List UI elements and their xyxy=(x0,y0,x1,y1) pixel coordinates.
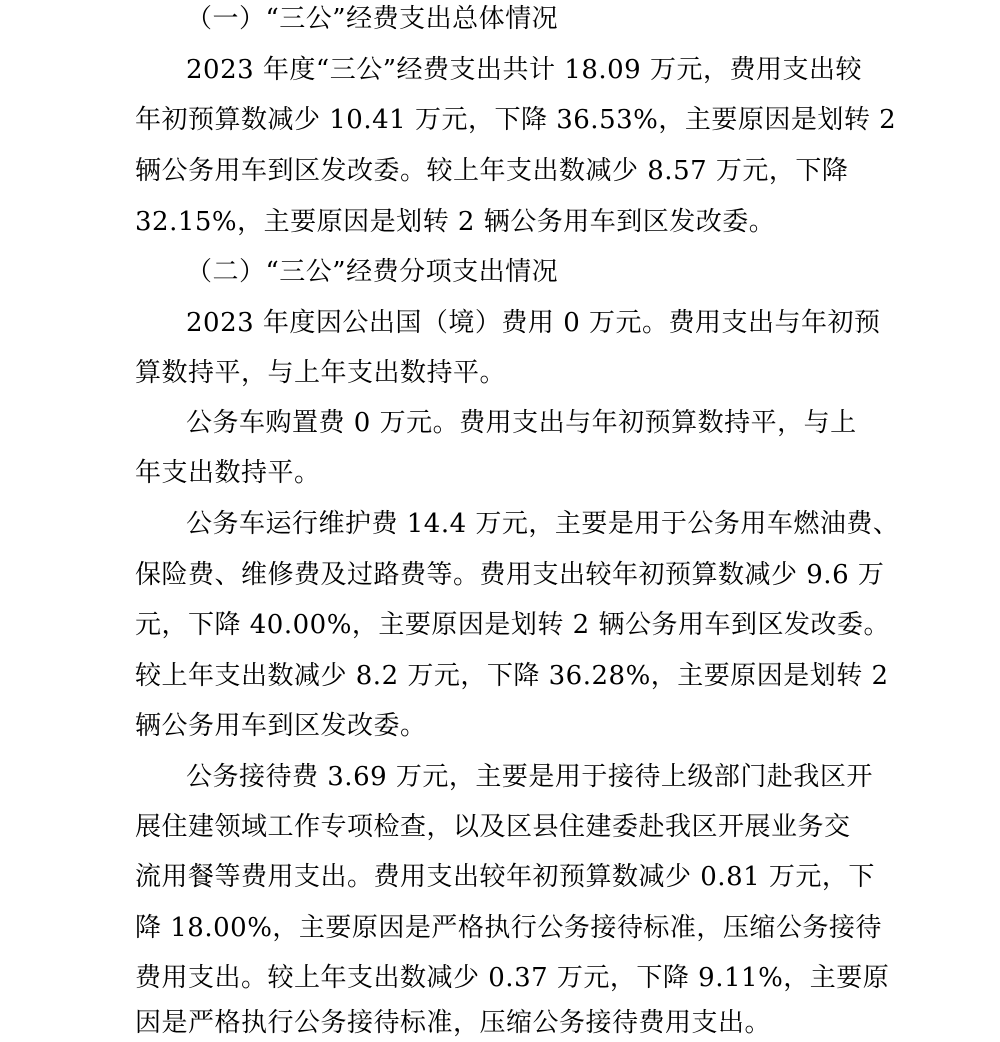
paragraph-line: 保险费、维修费及过路费等。费用支出较年初预算数减少 9.6 万 xyxy=(135,560,885,590)
paragraph-line: 降 18.00%，主要原因是严格执行公务接待标准，压缩公务接待 xyxy=(135,913,882,943)
paragraph-line: 元，下降 40.00%，主要原因是划转 2 辆公务用车到区发改委。 xyxy=(135,610,890,640)
paragraph-line: 较上年支出数减少 8.2 万元，下降 36.28%，主要原因是划转 2 xyxy=(135,661,889,691)
paragraph-line: 展住建领域工作专项检查，以及区县住建委赴我区开展业务交 xyxy=(135,812,851,842)
paragraph-line: 流用餐等费用支出。费用支出较年初预算数减少 0.81 万元，下 xyxy=(135,862,875,892)
paragraph-line: 费用支出。较上年支出数减少 0.37 万元，下降 9.11%，主要原 xyxy=(135,963,890,993)
paragraph-line: 年初预算数减少 10.41 万元，下降 36.53%，主要原因是划转 2 xyxy=(135,105,897,135)
paragraph-line: 辆公务用车到区发改委。较上年支出数减少 8.57 万元，下降 xyxy=(135,156,849,186)
paragraph-line: 辆公务用车到区发改委。 xyxy=(135,711,427,741)
section-heading-itemized: （二）“三公”经费分项支出情况 xyxy=(186,257,559,287)
paragraph-line: 公务接待费 3.69 万元，主要是用于接待上级部门赴我区开 xyxy=(186,762,873,792)
paragraph-line: 2023 年度“三公”经费支出共计 18.09 万元，费用支出较 xyxy=(186,55,862,85)
section-heading-overall: （一）“三公”经费支出总体情况 xyxy=(186,4,559,34)
paragraph-line: 32.15%，主要原因是划转 2 辆公务用车到区发改委。 xyxy=(135,207,776,237)
paragraph-line: 算数持平，与上年支出数持平。 xyxy=(135,358,507,388)
paragraph-line: 公务车运行维护费 14.4 万元，主要是用于公务用车燃油费、 xyxy=(186,509,900,539)
paragraph-line: 2023 年度因公出国（境）费用 0 万元。费用支出与年初预 xyxy=(186,308,881,338)
paragraph-line: 年支出数持平。 xyxy=(135,458,321,488)
paragraph-line: 公务车购置费 0 万元。费用支出与年初预算数持平，与上 xyxy=(186,408,857,438)
paragraph-line: 因是严格执行公务接待标准，压缩公务接待费用支出。 xyxy=(135,1008,772,1038)
